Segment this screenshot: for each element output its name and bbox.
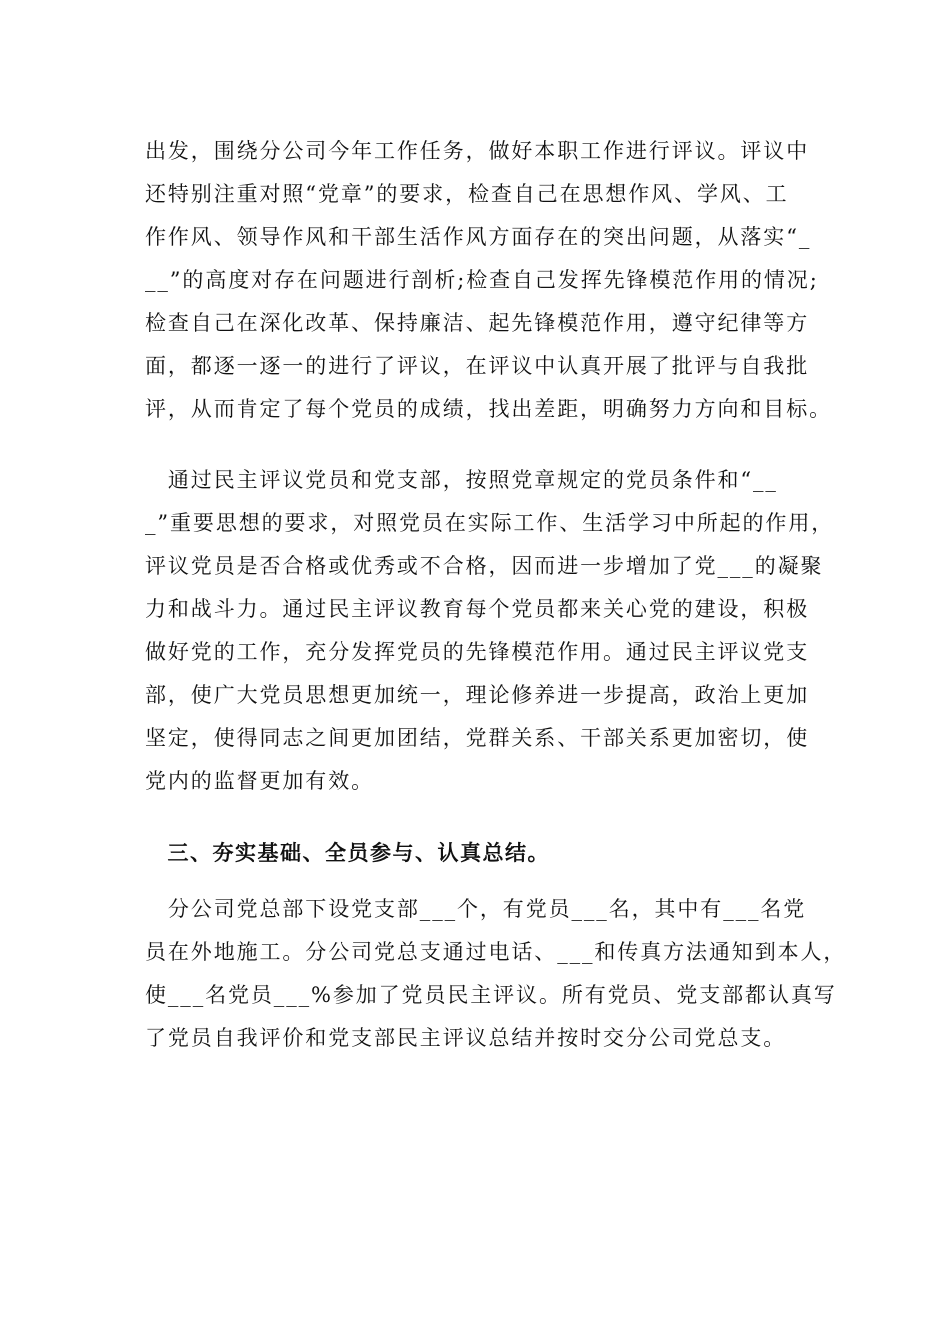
section-heading: 三、夯实基础、全员参与、认真总结。: [145, 840, 550, 865]
paragraph-gap: [145, 803, 825, 831]
text-line: 评，从而肯定了每个党员的成绩，找出差距，明确努力方向和目标。: [145, 397, 832, 421]
text-line: 评议党员是否合格或优秀或不合格，因而进一步增加了党___的凝聚: [145, 554, 824, 578]
text-line: 员在外地施工。分公司党总支通过电话、___和传真方法通知到本人，: [145, 940, 847, 964]
text-line: 力和战斗力。通过民主评议教育每个党员都来关心党的建设，积极: [145, 597, 810, 621]
paragraph-evaluation-results: [145, 459, 835, 803]
text-line: 面，都逐一逐一的进行了评议，在评议中认真开展了批评与自我批: [145, 354, 810, 378]
paragraph-evaluation-details: [145, 130, 832, 431]
document-body: [145, 130, 847, 1060]
text-line: __”的高度对存在问题进行剖析;检查自己发挥先锋模范作用的情况;: [145, 268, 819, 292]
text-line: 使___名党员___%参加了党员民主评议。所有党员、党支部都认真写: [145, 983, 837, 1007]
text-line: 还特别注重对照“党章”的要求，检查自己在思想作风、学风、工: [145, 182, 789, 206]
text-line: 党内的监督更加有效。: [145, 769, 374, 793]
text-line: 通过民主评议党员和党支部，按照党章规定的党员条件和“__: [145, 468, 778, 492]
text-line: 出发，围绕分公司今年工作任务，做好本职工作进行评议。评议中: [145, 139, 810, 163]
text-line: _”重要思想的要求，对照党员在实际工作、生活学习中所起的作用，: [145, 511, 835, 535]
paragraph-gap: [145, 431, 825, 459]
text-line: 了党员自我评价和党支部民主评议总结并按时交分公司党总支。: [145, 1026, 787, 1050]
text-line: 部，使广大党员思想更加统一，理论修养进一步提高，政治上更加: [145, 683, 810, 707]
text-line: 作作风、领导作风和干部生活作风方面存在的突出问题，从落实“_: [145, 225, 812, 249]
paragraph-participation: [145, 888, 847, 1060]
text-line: 做好党的工作，充分发挥党员的先锋模范作用。通过民主评议党支: [145, 640, 810, 664]
paragraph-gap: [145, 874, 825, 888]
text-line: 坚定，使得同志之间更加团结，党群关系、干部关系更加密切，使: [145, 726, 810, 750]
text-line: 检查自己在深化改革、保持廉洁、起先锋模范作用，遵守纪律等方: [145, 311, 810, 335]
text-line: 分公司党总部下设党支部___个，有党员___名，其中有___名党: [145, 897, 807, 921]
